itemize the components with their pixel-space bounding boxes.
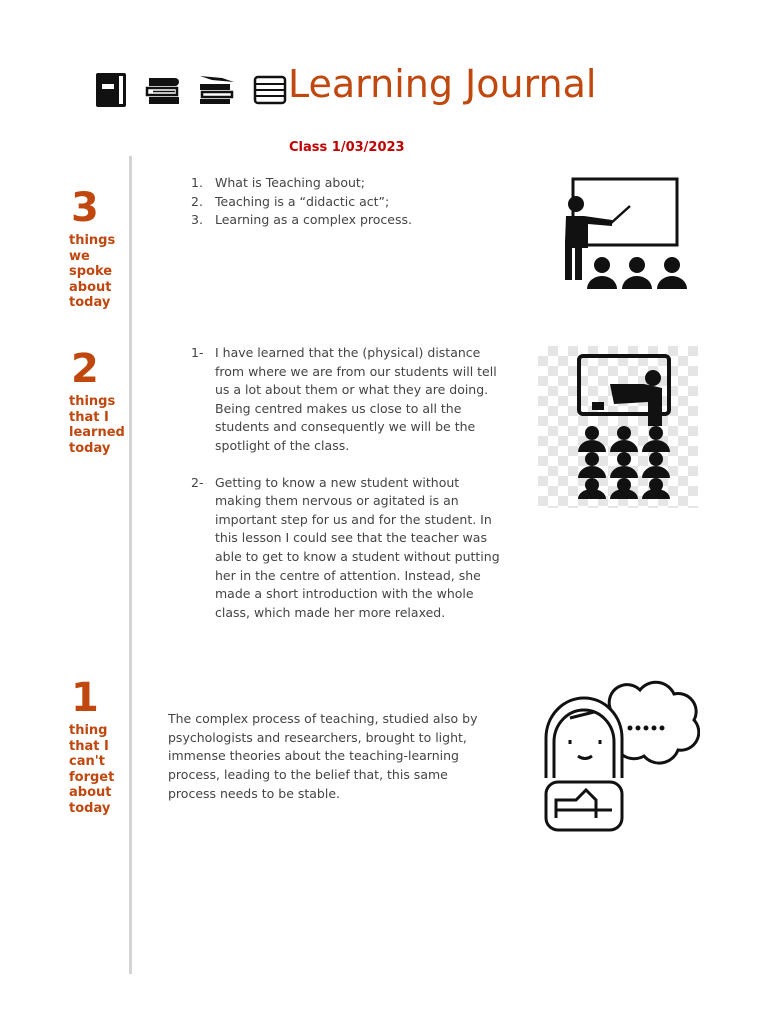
list-item: 2- Getting to know a new student without making them nervous or agitated is an important step for us and for the student. In this lesson I could see that the teacher was able to get to know a student without putting her in the centre of attention. Instead, she made a short introduction with the whole class, which made her more relaxed.	[191, 474, 500, 620]
book-stack-icon	[145, 74, 183, 106]
list-item: 1. What is Teaching about;	[191, 175, 366, 190]
book-stack-2-icon	[198, 74, 236, 106]
list-item: 1- I have learned that the (physical) distance from where we are from our students will tell us a lot about them or what they are doing. Being centred makes us close to all the students and consequently we will be the spotlight of the class.	[191, 345, 497, 453]
list-item: 3. Learning as a complex process.	[191, 212, 412, 228]
section3-number: 3	[71, 185, 99, 231]
section2-caption: things that I learned today	[69, 394, 125, 456]
section1-caption: thing that I can't forget about today	[69, 723, 115, 816]
classroom-icon	[538, 346, 698, 508]
section2-list	[191, 344, 501, 622]
book-lines-icon	[253, 74, 287, 106]
book-icon	[95, 72, 127, 108]
timeline-divider	[129, 156, 132, 974]
list-item: 2. Teaching is a “didactic act”;	[191, 193, 390, 209]
page-title: Learning Journal	[288, 62, 597, 106]
section3-list	[191, 174, 491, 230]
section1-text: The complex process of teaching, studied also by psychologists and researchers, brought to light, immense theories about the teaching-learning process, leading to the belief that, this same process needs to be stable.	[168, 711, 478, 801]
thinking-student-icon	[540, 678, 700, 834]
section3-caption: things we spoke about today	[69, 233, 116, 310]
section2-number: 2	[71, 346, 99, 392]
section1-number: 1	[71, 675, 99, 721]
teacher-whiteboard-icon	[550, 176, 695, 294]
class-date: Class 1/03/2023	[289, 140, 405, 155]
